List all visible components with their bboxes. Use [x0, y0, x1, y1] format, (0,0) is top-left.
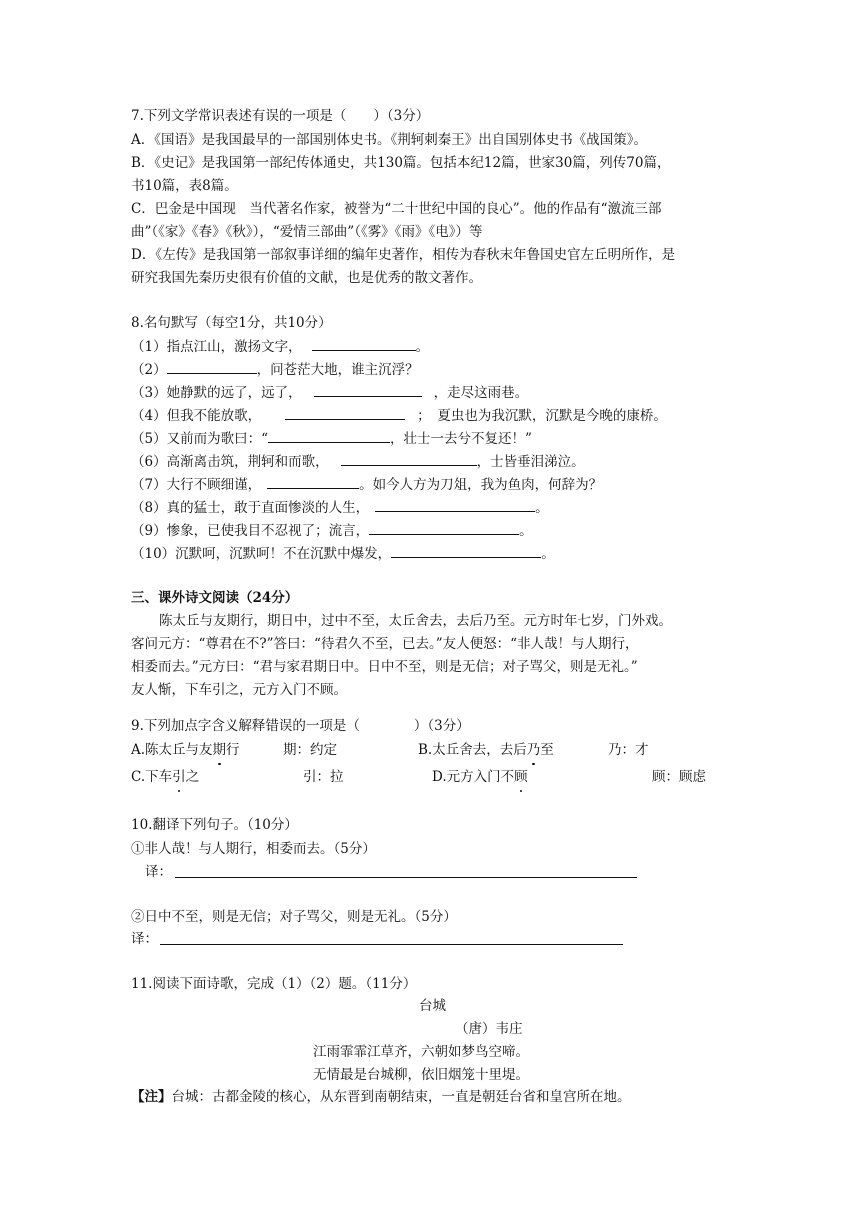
q8-item-3-text: （3）她静默的远了，远了， [131, 385, 302, 401]
q8-item-4-end: ； 夏虫也为我沉默，沉默是今晚的康桥。 [417, 408, 667, 424]
q8-item-2-text: ，问苍茫大地，谁主沉浮？ [256, 362, 419, 378]
q9-option-d[interactable] [432, 767, 528, 787]
q8-item-3 [131, 382, 528, 403]
q8-title: 8.名句默写（每空1分，共10分） [131, 315, 332, 331]
q8-item-2-blank[interactable] [167, 359, 257, 374]
q9-option-b[interactable] [418, 740, 554, 760]
q8-item-8-text: （8）真的猛士，敢于直面惨淡的人生， [131, 500, 370, 516]
q10-translate-label-1: 译： [145, 864, 172, 880]
q8-item-10-end: 。 [541, 546, 555, 562]
poem-note-text: 台城：古都金陵的核心，从东晋到南朝结束，一直是朝廷台省和皇宫所在地。 [171, 1089, 631, 1105]
q8-item-6-end: ，士皆垂泪涕泣。 [476, 454, 585, 470]
q8-item-2-num: （2） [131, 362, 167, 378]
q9-a-dotted-char: 期 [212, 742, 227, 758]
q8-item-5-blank[interactable] [268, 428, 390, 443]
q10-answer-line-1[interactable] [175, 877, 637, 878]
poem-title: 台城 [419, 998, 446, 1014]
poem-author: （唐）韦庄 [455, 1021, 523, 1037]
passage-line-4: 友人惭，下车引之，元方入门不顾。 [131, 682, 347, 698]
q9-option-a[interactable] [131, 740, 240, 760]
poem-line-2: 无情最是台城柳，依旧烟笼十里堤。 [313, 1067, 529, 1083]
q8-item-2 [131, 359, 419, 380]
q8-item-1 [131, 336, 429, 357]
q10-translate-label-2: 译： [131, 931, 158, 947]
q7-title: 7.下列文学常识表述有误的一项是（ ）（3分） [131, 108, 430, 124]
q8-item-5-end: ，壮士一去兮不复还！” [390, 431, 532, 447]
q11-title: 11.阅读下面诗歌，完成（1）（2）题。（11分） [131, 976, 417, 992]
q7-option-b-line1: B．《史记》是我国第一部纪传体通史，共130篇。包括本纪12篇，世家30篇，列传70篇， [131, 155, 671, 171]
q9-title: 9.下列加点字含义解释错误的一项是（ ）（3分） [131, 718, 470, 734]
q10-title: 10.翻译下列句子。（10分） [131, 817, 298, 833]
q8-item-4-text: （4）但我不能放歌， [131, 408, 262, 424]
q9-option-c-def: 引：拉 [303, 769, 344, 785]
q8-item-7-text: （7）大行不顾细谨， [131, 477, 262, 493]
q8-item-7 [131, 474, 602, 495]
section3-heading: 三、课外诗文阅读（24分） [131, 590, 299, 606]
q9-c-text: C.下车 [131, 769, 173, 785]
q7-option-d-line2: 研究我国先秦历史很有价值的文献，也是优秀的散文著作。 [131, 270, 482, 286]
passage-line-2: 客问元方：“尊君在不?”答曰：“待君久不至，已去。”友人便怒：“非人哉！与人期行， [131, 636, 639, 652]
q10-sentence-2: ②日中不至，则是无信；对子骂父，则是无礼。（5分） [131, 909, 457, 925]
q8-item-4-blank[interactable] [285, 405, 405, 420]
q8-item-6-blank[interactable] [341, 451, 477, 466]
q8-item-5 [131, 428, 532, 449]
q9-option-b-def: 乃：才 [608, 742, 649, 758]
q8-item-4 [131, 405, 667, 426]
q10-sentence-1: ①非人哉！与人期行，相委而去。（5分） [131, 841, 376, 857]
q9-d-dotted-char: 顾 [514, 769, 528, 785]
q8-item-1-end: 。 [415, 339, 430, 355]
poem-note [131, 1087, 631, 1107]
q8-item-1-text: （1）指点江山，激扬文字， [131, 339, 302, 355]
q8-item-8-end: 。 [535, 500, 549, 516]
q8-item-7-end: 。如今人方为刀俎，我为鱼肉，何辞为？ [359, 477, 603, 493]
q8-item-3-blank[interactable] [314, 382, 422, 397]
q9-c-dotted-char: 引 [172, 769, 186, 785]
q9-d-text: D.元方入门不 [432, 769, 515, 785]
q9-option-c[interactable] [131, 767, 199, 787]
q9-b-dotted-char: 乃 [526, 742, 541, 758]
q8-item-7-blank[interactable] [267, 474, 359, 489]
q8-item-8-blank[interactable] [375, 497, 535, 512]
passage-line-3: 相委而去。”元方曰：“君与家君期日中。日中不至，则是无信；对子骂父，则是无礼。” [131, 659, 638, 675]
q8-item-9-text: （9）惨象，已使我目不忍视了；流言， [131, 523, 370, 539]
q9-option-a-def: 期：约定 [283, 742, 337, 758]
q7-option-a: A．《国语》是我国最早的一部国别体史书。《荆轲刺秦王》出自国别体史书《战国策》。 [131, 132, 647, 148]
q10-answer-line-2[interactable] [160, 944, 623, 945]
q8-item-6 [131, 451, 585, 472]
q8-item-10 [131, 543, 555, 564]
q8-item-9-blank[interactable] [369, 520, 519, 535]
poem-note-tag: 【注】 [131, 1089, 172, 1105]
q9-a-text-end: 行 [226, 742, 240, 758]
q7-option-c-line2: 曲”（《家》《春》《秋》），“爱情三部曲”（《雾》《雨》《电》）等 [131, 224, 483, 240]
q9-b-text-end: 至 [540, 742, 554, 758]
q8-item-1-blank[interactable] [312, 336, 416, 351]
q7-option-c-line1: C．巴金是中国现 当代著名作家，被誉为“二十世纪中国的良心”。他的作品有“激流三部 [131, 201, 662, 217]
q9-a-text: A.陈太丘与友 [131, 742, 213, 758]
q9-c-text-end: 之 [185, 769, 200, 785]
q8-item-3-end: ，走尽这雨巷。 [433, 385, 529, 401]
q8-item-9-end: 。 [519, 523, 533, 539]
q8-item-5-text: （5）又前而为歌曰：“ [131, 431, 268, 447]
q8-item-10-blank[interactable] [391, 543, 541, 558]
q9-b-text: B.太丘舍去，去后 [418, 742, 527, 758]
poem-line-1: 江雨霏霏江草齐，六朝如梦鸟空啼。 [313, 1044, 529, 1060]
q8-item-9 [131, 520, 533, 541]
passage-line-1: 陈太丘与友期行，期日中，过中不至，太丘舍去，去后乃至。元方时年七岁，门外戏。 [159, 613, 672, 629]
q8-item-6-text: （6）高渐离击筑，荆轲和而歌， [131, 454, 329, 470]
q7-option-b-line2: 书10篇，表8篇。 [131, 178, 238, 194]
q8-item-10-text: （10）沉默呵，沉默呵！不在沉默中爆发， [131, 546, 392, 562]
q8-item-8 [131, 497, 549, 518]
q9-option-d-def: 顾：顾虑 [652, 769, 706, 785]
q7-option-d-line1: D．《左传》是我国第一部叙事详细的编年史著作，相传为春秋末年鲁国史官左丘明所作，是 [131, 247, 676, 263]
